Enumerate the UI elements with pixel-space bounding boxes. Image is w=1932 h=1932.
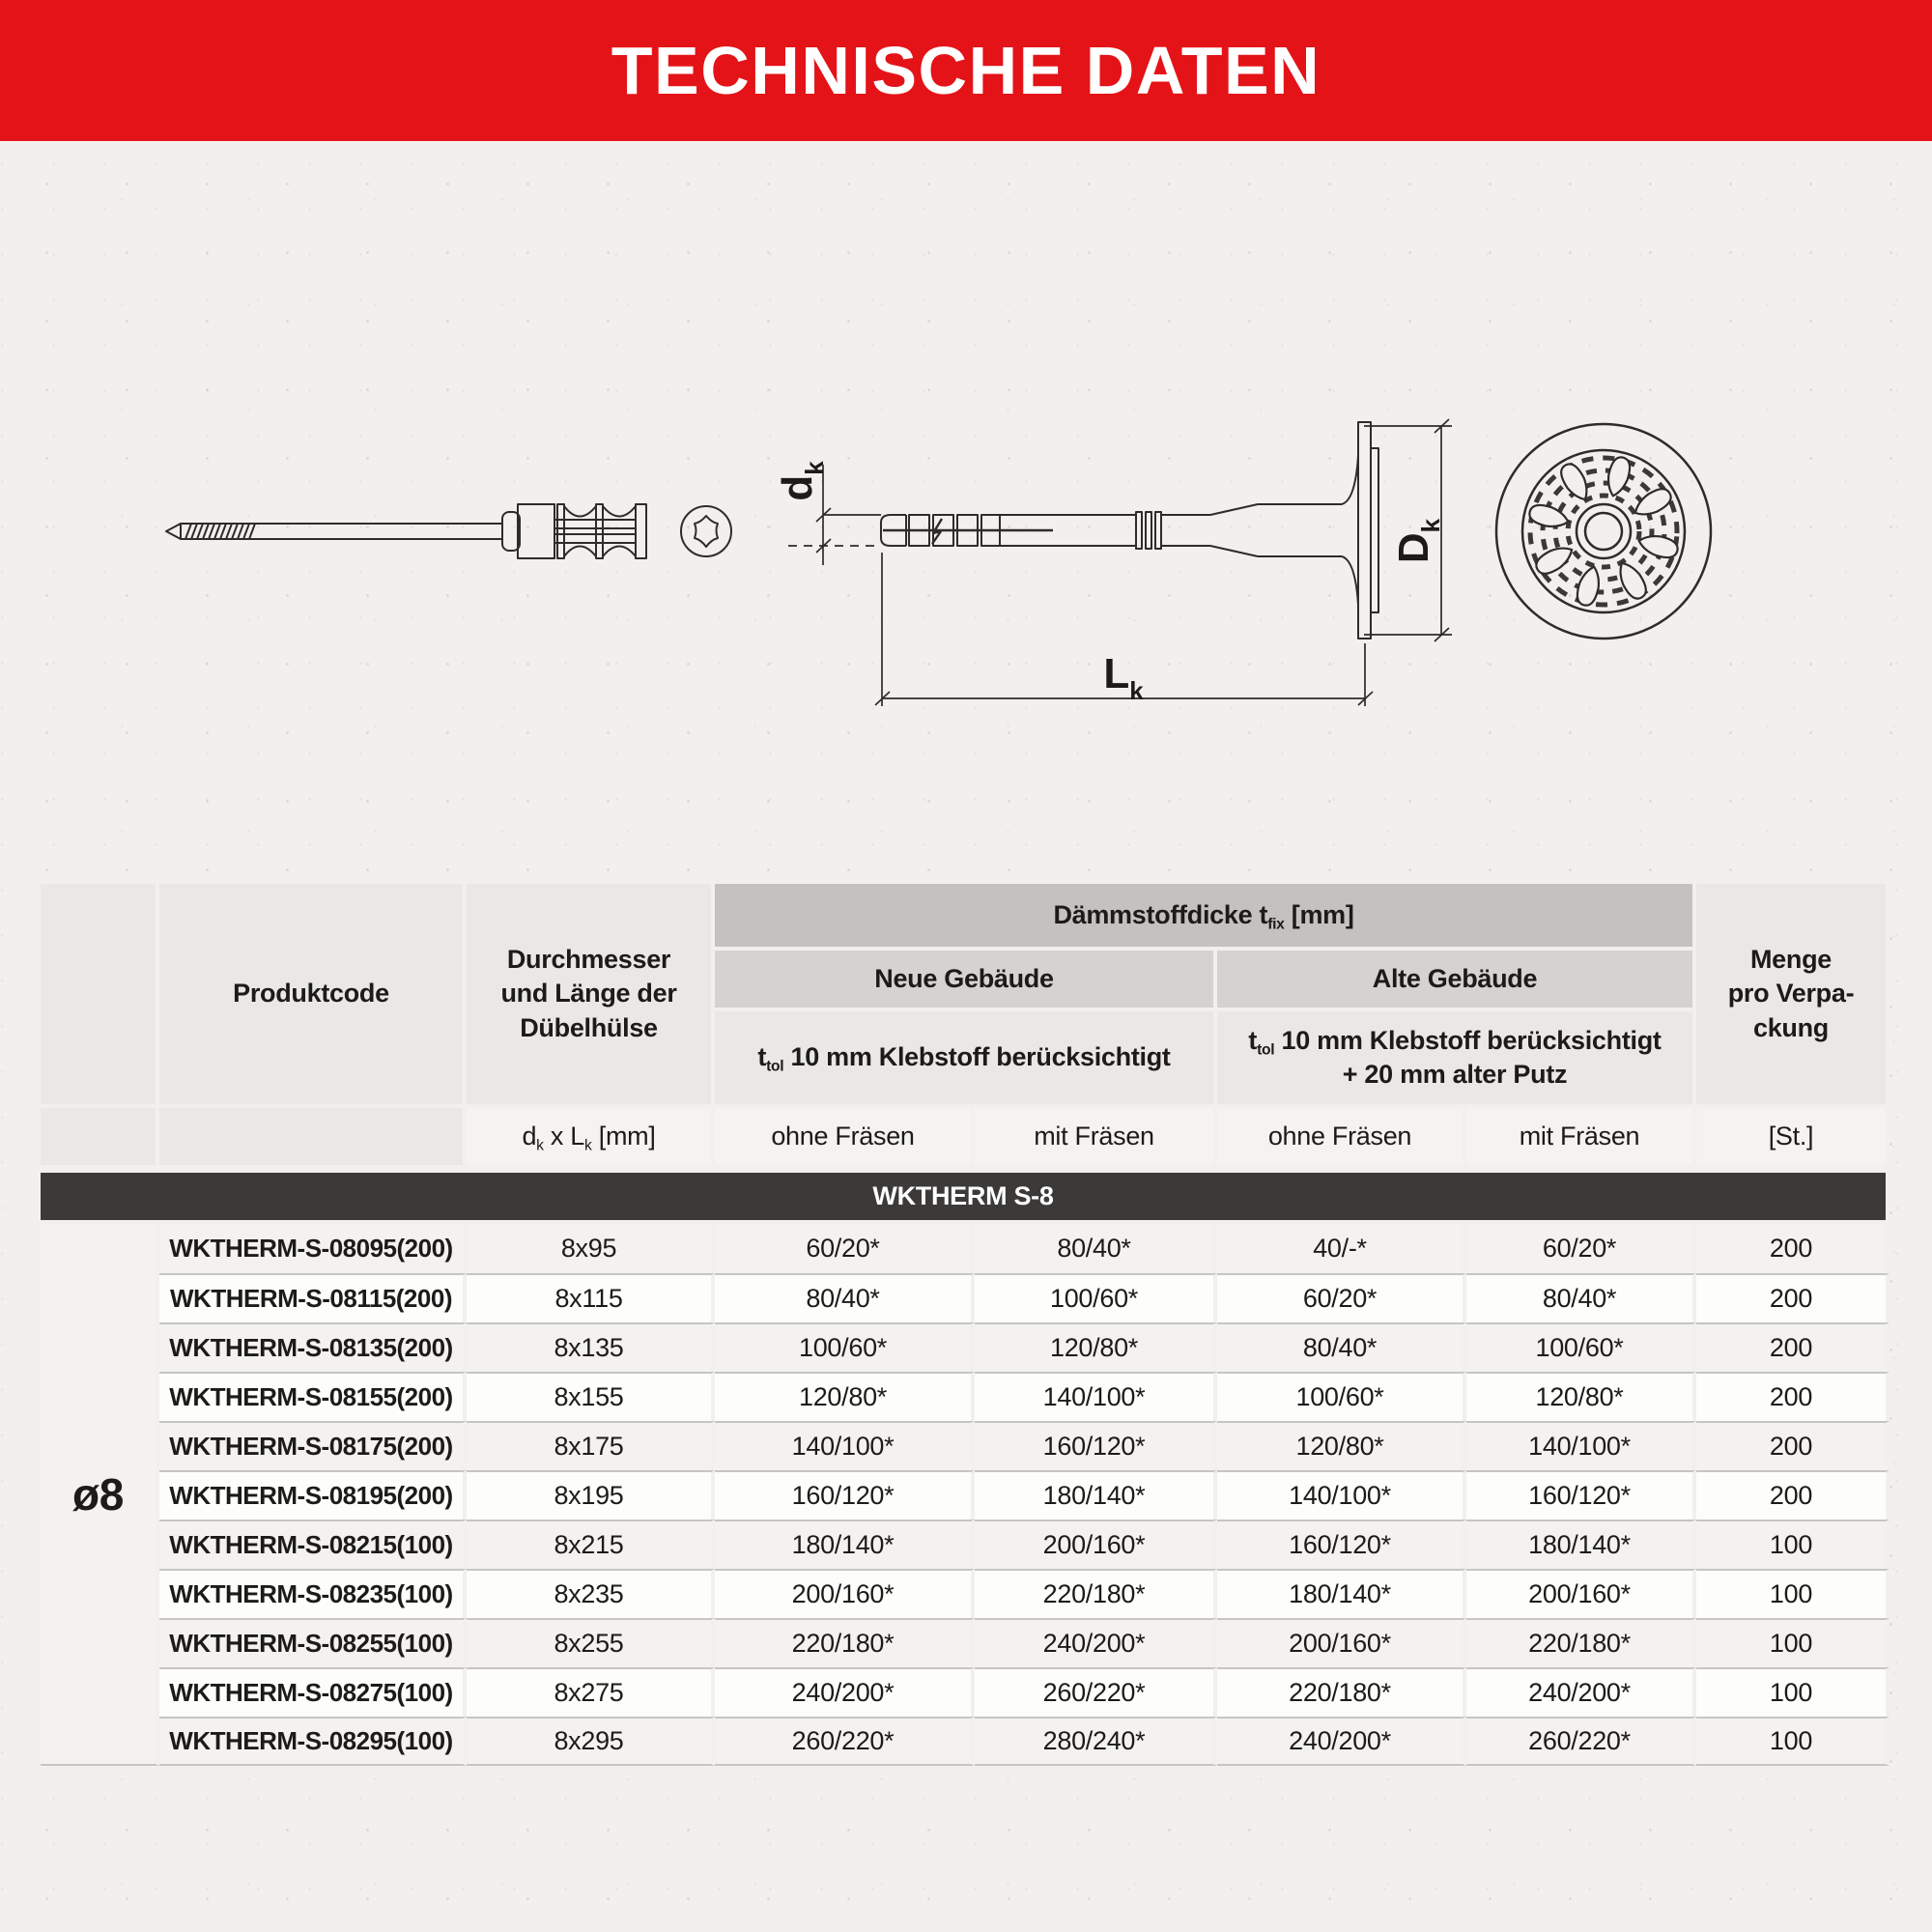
value-cell: 100/60* [1466, 1322, 1696, 1372]
value-cell: 260/220* [975, 1667, 1217, 1717]
menge-cell: 200 [1696, 1224, 1889, 1273]
product-code-cell: WKTHERM-S-08115(200) [159, 1273, 467, 1322]
plate-top-view-drawing [1496, 424, 1711, 639]
value-cell: 180/140* [1217, 1569, 1466, 1618]
menge-cell: 200 [1696, 1470, 1889, 1520]
col-header-neue-mit: mit Fräsen [975, 1108, 1217, 1169]
product-code-cell: WKTHERM-S-08295(100) [159, 1717, 467, 1766]
col-header-alte-ohne: ohne Fräsen [1217, 1108, 1466, 1169]
value-cell: 200/160* [715, 1569, 975, 1618]
table-row [41, 1470, 1889, 1520]
torx-star-icon [695, 516, 718, 547]
size-cell: 8x195 [467, 1470, 715, 1520]
value-cell: 80/40* [1466, 1273, 1696, 1322]
value-cell: 260/220* [715, 1717, 975, 1766]
value-cell: 120/80* [975, 1322, 1217, 1372]
screw-side-view-drawing [166, 504, 731, 558]
product-code-cell: WKTHERM-S-08175(200) [159, 1421, 467, 1470]
table-row [41, 1520, 1889, 1569]
dowel-side-view-drawing [881, 422, 1378, 639]
col-header-alte-mit: mit Fräsen [1466, 1108, 1696, 1169]
col-header-klebstoff-alt: $t_{tol}$ 10 mm Klebstoff berücksichtigt + 20 mm alter Putz [1217, 1011, 1696, 1108]
menge-cell: 100 [1696, 1520, 1889, 1569]
col-header-produktcode: Produktcode [159, 884, 467, 1108]
value-cell: 160/120* [1466, 1470, 1696, 1520]
value-cell: 180/140* [715, 1520, 975, 1569]
diameter-cell: ø8 [41, 1224, 159, 1766]
value-cell: 160/120* [1217, 1520, 1466, 1569]
size-cell: 8x155 [467, 1372, 715, 1421]
value-cell: 200/160* [1466, 1569, 1696, 1618]
col-header-neue-gebaeude: Neue Gebäude [715, 951, 1217, 1011]
menge-cell: 200 [1696, 1322, 1889, 1372]
size-cell: 8x255 [467, 1618, 715, 1667]
value-cell: 240/200* [975, 1618, 1217, 1667]
col-header-neue-ohne: ohne Fräsen [715, 1108, 975, 1169]
col-header-durchmesser: Durchmesser und Länge der Dübelhülse [467, 884, 715, 1108]
product-code-cell: WKTHERM-S-08255(100) [159, 1618, 467, 1667]
size-cell: 8x235 [467, 1569, 715, 1618]
dimension-label-Dk: $D_k$ [1390, 518, 1445, 564]
value-cell: 80/40* [715, 1273, 975, 1322]
size-cell: 8x175 [467, 1421, 715, 1470]
size-cell: 8x115 [467, 1273, 715, 1322]
menge-cell: 100 [1696, 1618, 1889, 1667]
value-cell: 240/200* [1217, 1717, 1466, 1766]
value-cell: 200/160* [975, 1520, 1217, 1569]
product-code-cell: WKTHERM-S-08275(100) [159, 1667, 467, 1717]
value-cell: 100/60* [1217, 1372, 1466, 1421]
value-cell: 140/100* [1217, 1470, 1466, 1520]
product-code-cell: WKTHERM-S-08195(200) [159, 1470, 467, 1520]
col-header-daemmstoffdicke: Dämmstoffdicke $t_{fix}$ [mm] [715, 884, 1696, 951]
value-cell: 100/60* [715, 1322, 975, 1372]
page-title: TECHNISCHE DATEN [611, 33, 1321, 108]
value-cell: 180/140* [975, 1470, 1217, 1520]
header-banner [0, 0, 1932, 141]
value-cell: 100/60* [975, 1273, 1217, 1322]
value-cell: 40/-* [1217, 1224, 1466, 1273]
table-row [41, 1421, 1889, 1470]
value-cell: 160/120* [975, 1421, 1217, 1470]
series-band: WKTHERM S-8 [41, 1169, 1889, 1224]
value-cell: 120/80* [1217, 1421, 1466, 1470]
col-header-klebstoff-neu: $t_{tol}$ 10 mm Klebstoff berücksichtigt [715, 1011, 1217, 1108]
table-row [41, 1322, 1889, 1372]
value-cell: 140/100* [975, 1372, 1217, 1421]
menge-cell: 100 [1696, 1569, 1889, 1618]
menge-cell: 100 [1696, 1667, 1889, 1717]
header-row-units [41, 1108, 1889, 1169]
value-cell: 60/20* [715, 1224, 975, 1273]
value-cell: 240/200* [1466, 1667, 1696, 1717]
product-code-cell: WKTHERM-S-08095(200) [159, 1224, 467, 1273]
dimension-label-Lk: $L_k$ [1103, 650, 1144, 705]
col-header-menge: Menge pro Verpa- ckung [1696, 884, 1889, 1108]
value-cell: 260/220* [1466, 1717, 1696, 1766]
table-row [41, 1717, 1889, 1766]
value-cell: 60/20* [1466, 1224, 1696, 1273]
size-cell: 8x135 [467, 1322, 715, 1372]
value-cell: 220/180* [715, 1618, 975, 1667]
value-cell: 120/80* [1466, 1372, 1696, 1421]
value-cell: 220/180* [1217, 1667, 1466, 1717]
value-cell: 60/20* [1217, 1273, 1466, 1322]
value-cell: 120/80* [715, 1372, 975, 1421]
product-code-cell: WKTHERM-S-08215(100) [159, 1520, 467, 1569]
value-cell: 160/120* [715, 1470, 975, 1520]
dimension-annotations [788, 419, 1452, 706]
size-cell: 8x215 [467, 1520, 715, 1569]
series-band-row [41, 1169, 1889, 1224]
col-header-alte-gebaeude: Alte Gebäude [1217, 951, 1696, 1011]
table-row [41, 1224, 1889, 1273]
value-cell: 140/100* [1466, 1421, 1696, 1470]
product-code-cell: WKTHERM-S-08155(200) [159, 1372, 467, 1421]
value-cell: 240/200* [715, 1667, 975, 1717]
value-cell: 80/40* [975, 1224, 1217, 1273]
dimension-label-dk: $d_k$ [774, 461, 829, 501]
col-header-size-unit: $d_k$ x $L_k$ [mm] [467, 1108, 715, 1169]
product-code-cell: WKTHERM-S-08235(100) [159, 1569, 467, 1618]
value-cell: 220/180* [1466, 1618, 1696, 1667]
size-cell: 8x295 [467, 1717, 715, 1766]
table-row [41, 1273, 1889, 1322]
menge-cell: 200 [1696, 1273, 1889, 1322]
corner-cell [41, 884, 159, 1108]
value-cell: 80/40* [1217, 1322, 1466, 1372]
value-cell: 280/240* [975, 1717, 1217, 1766]
spec-table [41, 884, 1889, 1766]
menge-cell: 200 [1696, 1372, 1889, 1421]
value-cell: 140/100* [715, 1421, 975, 1470]
table-row [41, 1372, 1889, 1421]
menge-cell: 200 [1696, 1421, 1889, 1470]
product-code-cell: WKTHERM-S-08135(200) [159, 1322, 467, 1372]
corner-cell-2 [41, 1108, 159, 1169]
table-row [41, 1618, 1889, 1667]
produktcode-empty-cell [159, 1108, 467, 1169]
table-row [41, 1569, 1889, 1618]
header-row-groups [41, 884, 1889, 951]
table-row [41, 1667, 1889, 1717]
value-cell: 220/180* [975, 1569, 1217, 1618]
value-cell: 200/160* [1217, 1618, 1466, 1667]
size-cell: 8x275 [467, 1667, 715, 1717]
size-cell: 8x95 [467, 1224, 715, 1273]
col-header-st: [St.] [1696, 1108, 1889, 1169]
menge-cell: 100 [1696, 1717, 1889, 1766]
table-body [41, 1224, 1889, 1766]
value-cell: 180/140* [1466, 1520, 1696, 1569]
